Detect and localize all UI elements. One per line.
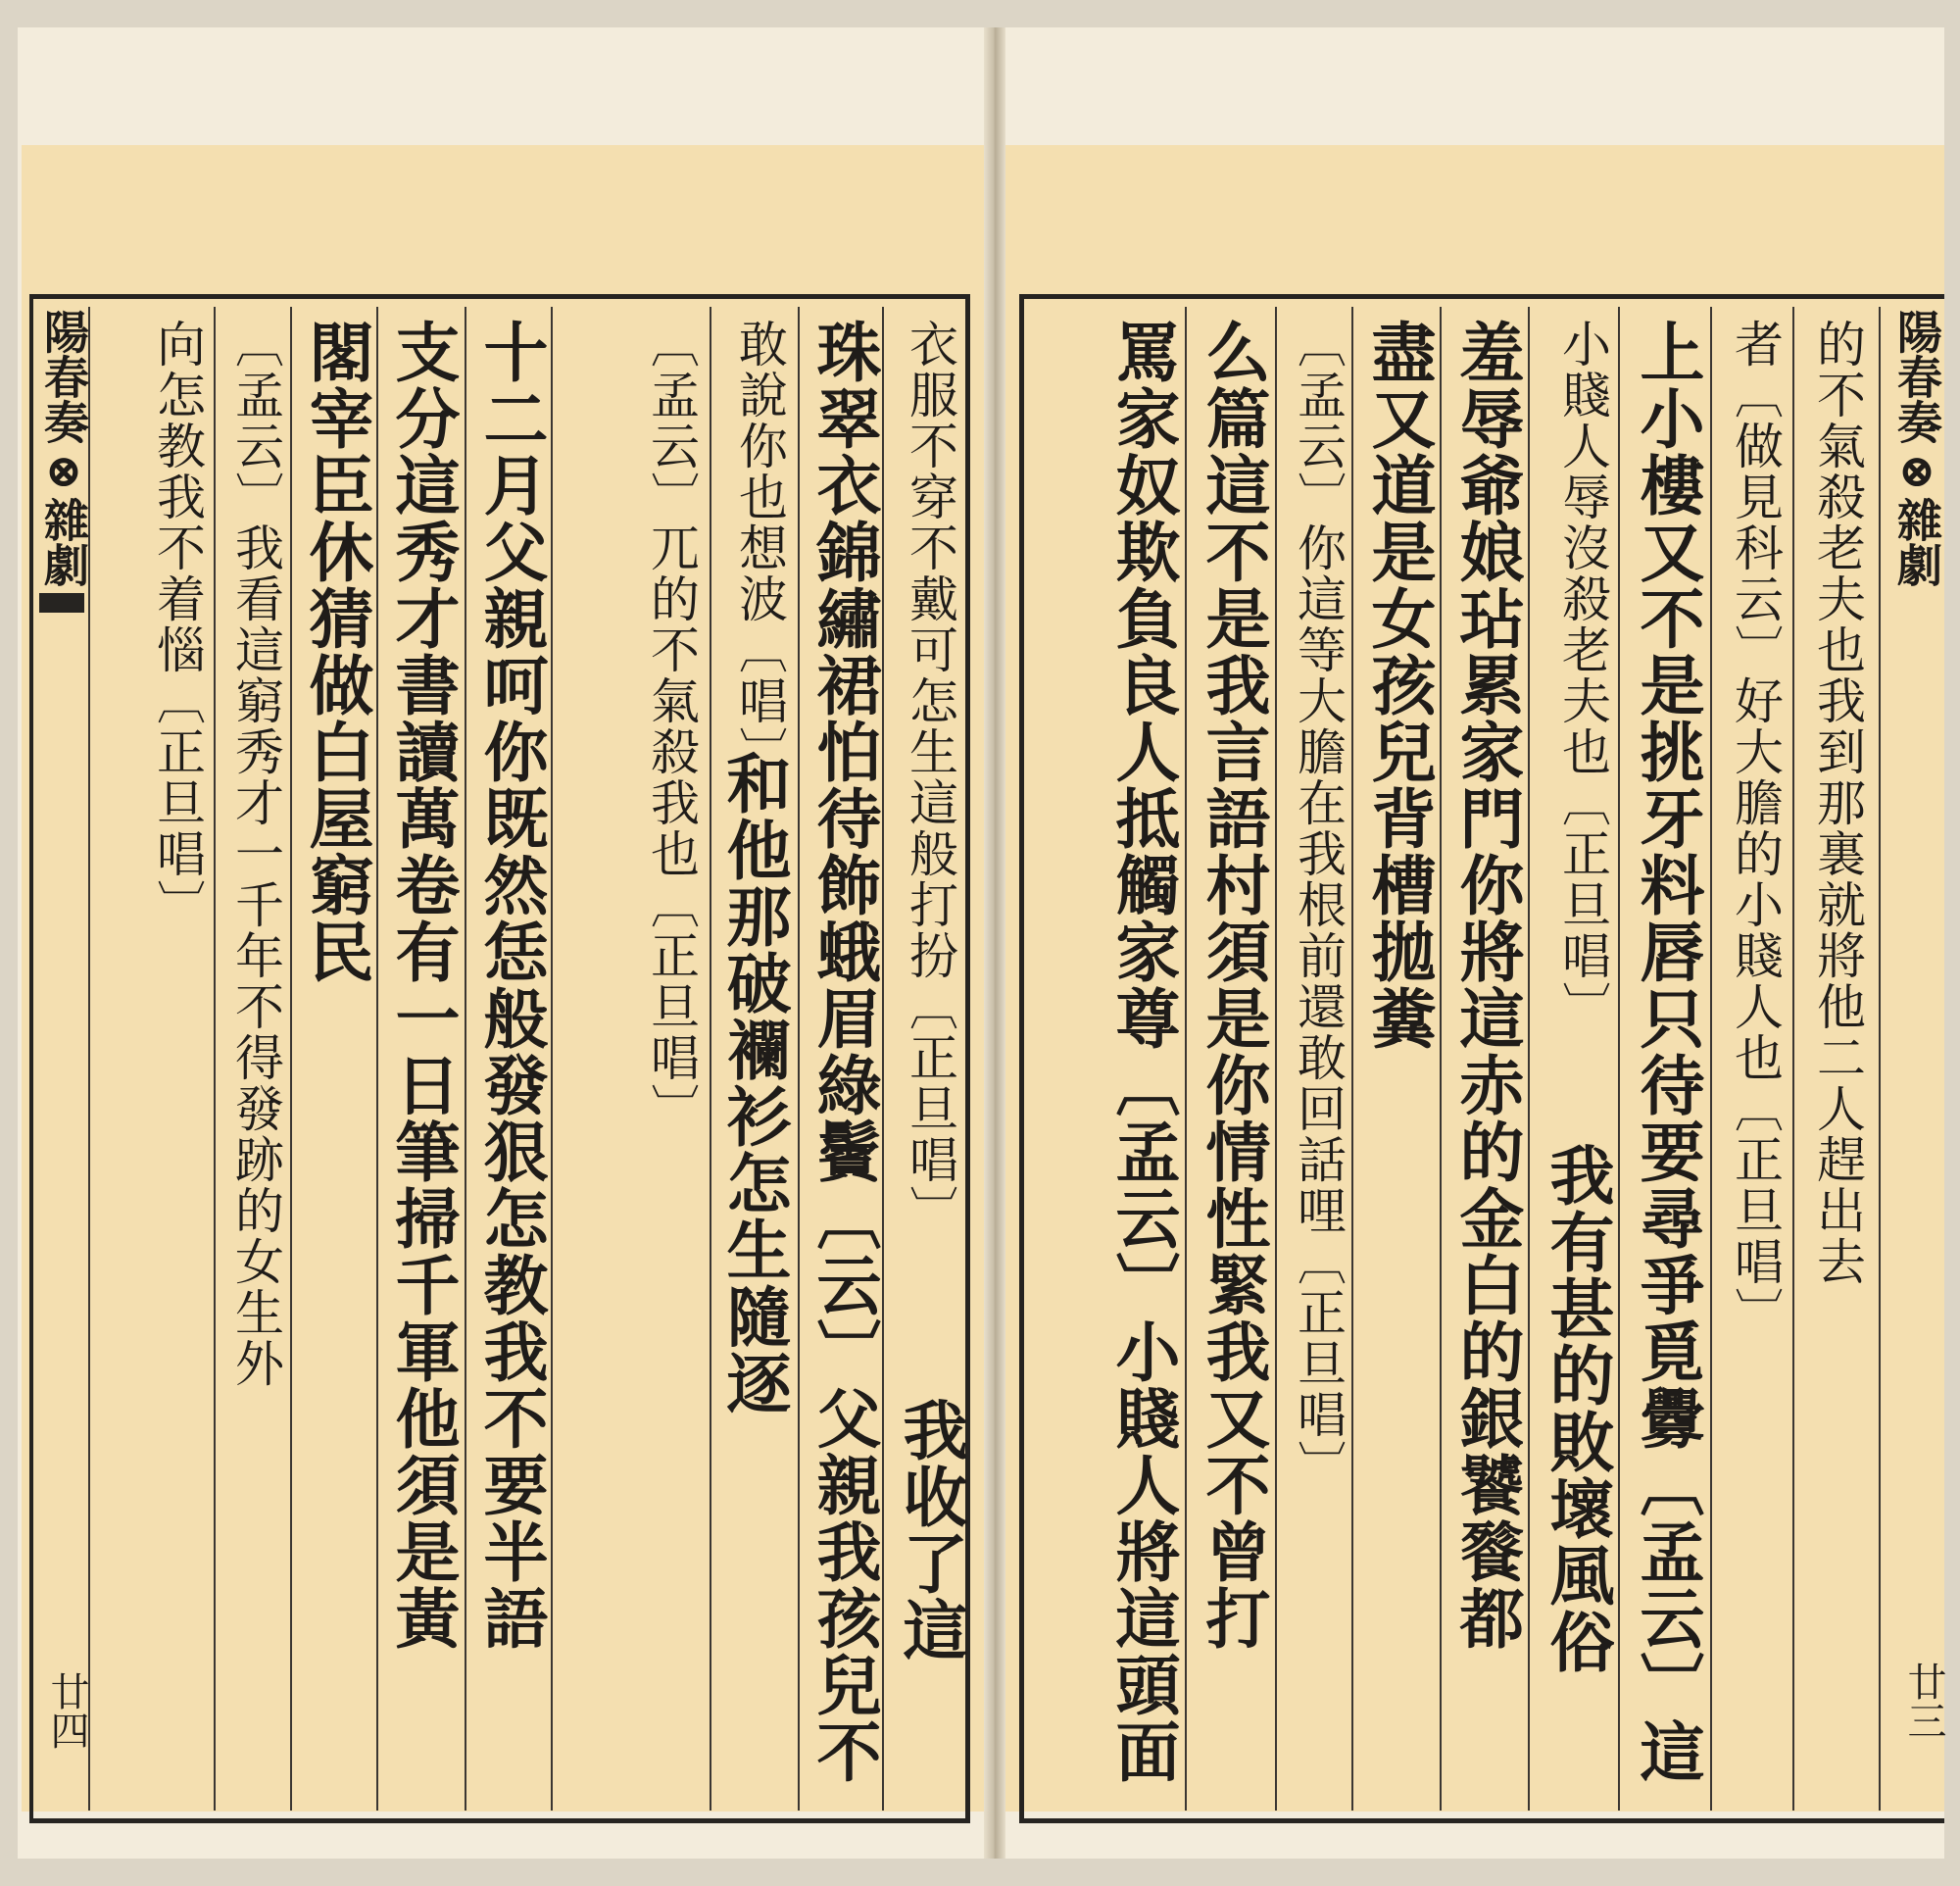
text-column: 羞辱爺娘玷累家門你將這赤的金白的銀饕餮都 <box>1448 319 1525 1652</box>
text-column: 〔孟云〕兀的不氣殺我也〔正旦唱〕 <box>643 319 700 1134</box>
book-gutter <box>984 27 1005 1859</box>
column-rule <box>1710 307 1712 1811</box>
text-column: 我收了這 <box>892 1397 968 1663</box>
text-column: 向怎教我不着惱〔正旦唱〕 <box>149 319 206 930</box>
left-folio: 廿四 <box>44 1671 89 1750</box>
text-column: 者〔做見科云〕好大膽的小賤人也〔正旦唱〕 <box>1727 319 1784 1338</box>
text-column: 和他那破襴衫怎生隨逐 <box>715 750 792 1416</box>
text-column: 我有甚的敗壞風俗 <box>1539 1142 1615 1675</box>
text-column: 衣服不穿不戴可怎生這般打扮〔正旦唱〕 <box>902 319 958 1236</box>
column-rule <box>1879 307 1881 1811</box>
fishtail-mark <box>39 593 84 613</box>
text-column: 罵家奴欺負良人抵觸家尊〔孟云〕小賤人將這頭面 <box>1104 319 1181 1785</box>
text-column: 〔孟云〕我看這窮秀才一千年不得發跡的女生外 <box>227 319 284 1389</box>
column-rule <box>1185 307 1187 1811</box>
column-rule <box>465 307 466 1811</box>
text-column: 盡又道是女孩兒背槽拋糞 <box>1360 319 1437 1052</box>
column-rule <box>376 307 378 1811</box>
text-column: 敢說你也想波〔唱〕 <box>731 319 788 777</box>
text-column: 支分這秀才書讀萬卷有一日筆掃千軍他須是黃 <box>384 319 461 1652</box>
right-margin-title: 陽春奏⊗雜劇 <box>1890 309 1943 587</box>
column-rule <box>1528 307 1530 1811</box>
text-column: 閣宰臣休猜做白屋窮民 <box>298 319 374 985</box>
right-page-frame <box>1019 294 1944 1823</box>
left-margin-title: 陽春奏⊗雜劇 <box>37 309 90 587</box>
text-column: 的不氣殺老夫也我到那裏就將他二人趕出去 <box>1809 319 1866 1287</box>
text-column: 小賤人辱沒殺老夫也〔正旦唱〕 <box>1554 319 1611 1032</box>
right-folio: 廿三 <box>1901 1662 1946 1740</box>
text-column: 十二月父親呵你既然恁般發狠怎教我不要半語 <box>472 319 549 1652</box>
left-page-frame <box>29 294 970 1823</box>
text-column: 〔孟云〕你這等大膽在我根前還敢回話哩〔正旦唱〕 <box>1290 319 1347 1491</box>
column-rule <box>551 307 553 1811</box>
text-column: 么篇這不是我言語村須是你情性緊我又不曾打 <box>1195 319 1271 1652</box>
text-column: 珠翠衣錦繡裙怕待飾蛾眉綠鬢〔云〕父親我孩兒不 <box>806 319 882 1785</box>
text-column: 上小樓又不是挑牙料唇只待要尋爭覓釁〔孟云〕這 <box>1629 319 1705 1785</box>
column-rule <box>214 307 216 1811</box>
column-rule <box>1440 307 1442 1811</box>
column-rule <box>1275 307 1277 1811</box>
